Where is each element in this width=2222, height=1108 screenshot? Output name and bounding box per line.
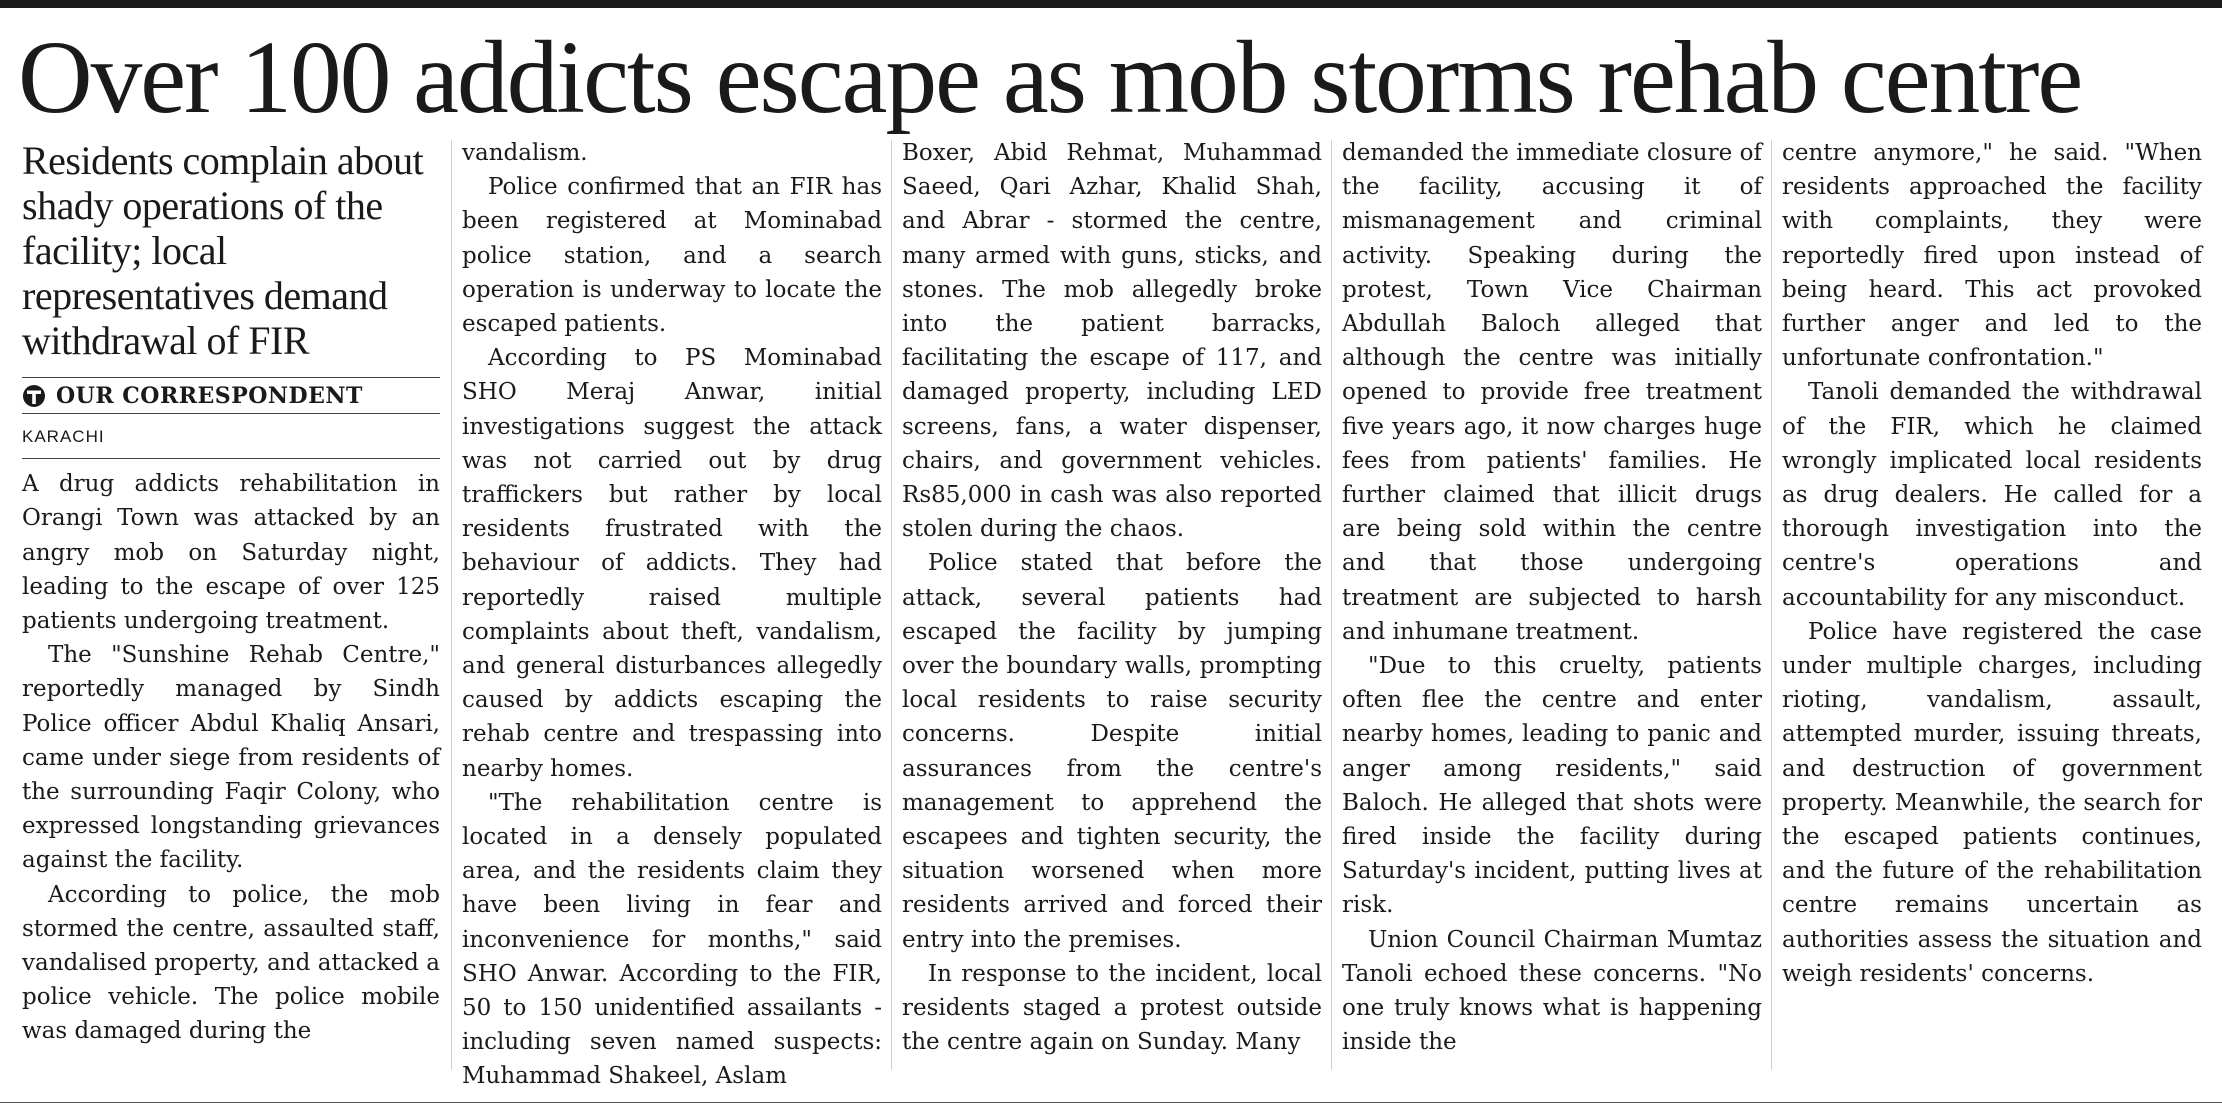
paragraph: "Due to this cruelty, patients often flee the centre and enter nearby homes, leading to panic and anger among residents," said Baloch. He alleged that shots were fired inside the facility during Saturday's incident, putting lives at risk. [1342,653,1762,919]
paragraph: demanded the immediate closure of the facility, accusing it of mismanagement and criminal activity. Speaking during the protest, Town Vice Chairman Abdullah Baloch alleged that although the centre was initially opened to provide free treatment five years ago, it now charges huge fees from patients' families. He further claimed that illicit drugs are being sold within the centre and that those undergoing treatment are subjected to harsh and inhumane treatment. [1342,140,1762,645]
paragraph: Boxer, Abid Rehmat, Muhammad Saeed, Qari Azhar, Khalid Shah, and Abrar - stormed the centre, many armed with guns, sticks, and stones. The mob allegedly broke into the patient barracks, facilitating the escape of 117, and damaged property, including LED screens, fans, a water dispenser, chairs, and government vehicles. Rs85,000 in cash was also reported stolen during the chaos. [902,140,1322,543]
paragraph: Police have registered the case under multiple charges, including rioting, vandalism, assault, attempted murder, issuing threats, and destruction of government property. Meanwhile, the search for the escaped patients continues, and the future of the rehabilitation centre remains uncertain as authorities assess the situation and weigh residents' concerns. [1782,618,2202,987]
byline-text: OUR CORRESPONDENT [56,382,363,409]
paragraph: In response to the incident, local residents staged a protest outside the centre again on Sunday. Many [902,960,1322,1056]
column-divider [891,140,892,1070]
bottom-rule [0,1102,2222,1103]
paragraph: According to PS Mominabad SHO Meraj Anwar, initial investigations suggest the attack was not carried out by drug traffickers but rather by local residents frustrated with the behaviour of addicts. They had reportedly raised multiple complaints about theft, vandalism, and general disturbances allegedly caused by addicts escaping the rehab centre and trespassing into nearby homes. [462,345,882,782]
article-column-1 [22,136,440,1076]
column-divider [1331,140,1332,1070]
column-divider [451,140,452,1070]
paragraph: "The rehabilitation centre is located in a densely populated area, and the residents claim they have been living in fear and inconvenience for months," said SHO Anwar. According to the FIR, 50 to 150 unidentified assailants - including seven named suspects: Muhammad Shakeel, Aslam [462,789,882,1090]
top-rule [0,0,2222,8]
paragraph: vandalism. [462,140,588,166]
paragraph: Police stated that before the attack, several patients had escaped the facility by jumping over the boundary walls, prompting local residents to raise security concerns. Despite initial assurances from the centre's management to apprehend the escapees and tighten security, the situation worsened when more residents arrived and forced their entry into the premises. [902,550,1322,953]
publication-logo-icon [22,384,46,408]
article-column-4 [1342,136,1762,1076]
headline: Over 100 addicts escape as mob storms rehab centre [18,20,2082,135]
article-column-2 [462,136,882,1090]
paragraph: According to police, the mob stormed the centre, assaulted staff, vandalised property, and attacked a police vehicle. The police mobile was damaged during the [22,881,440,1045]
paragraph: Tanoli demanded the withdrawal of the FIR, which he claimed wrongly implicated local residents as drug dealers. He called for a thorough investigation into the centre's operations and accountability for any misconduct. [1782,379,2202,611]
article-column-5 [1782,136,2202,1076]
subheadline: Residents complain about shady operations of the facility; local representatives demand withdrawal of FIR [22,138,424,363]
paragraph: Police confirmed that an FIR has been registered at Mominabad police station, and a search operation is underway to locate the escaped patients. [462,174,882,338]
paragraph: The "Sunshine Rehab Centre," reportedly managed by Sindh Police officer Abdul Khaliq Ansari, came under siege from residents of the surrounding Faqir Colony, who expressed longstanding grievances against the facility. [22,642,440,874]
paragraph: A drug addicts rehabilitation in Orangi Town was attacked by an angry mob on Saturday night, leading to the escape of over 125 patients undergoing treatment. [22,471,440,635]
article-column-3 [902,136,1322,1076]
byline [22,377,440,414]
dateline: KARACHI [22,414,440,459]
paragraph: Union Council Chairman Mumtaz Tanoli echoed these concerns. "No one truly knows what is happening inside the [1342,926,1762,1056]
column-divider [1771,140,1772,1070]
paragraph: centre anymore," he said. "When residents approached the facility with complaints, they were reportedly fired upon instead of being heard. This act provoked further anger and led to the unfortunate confrontation." [1782,140,2202,372]
